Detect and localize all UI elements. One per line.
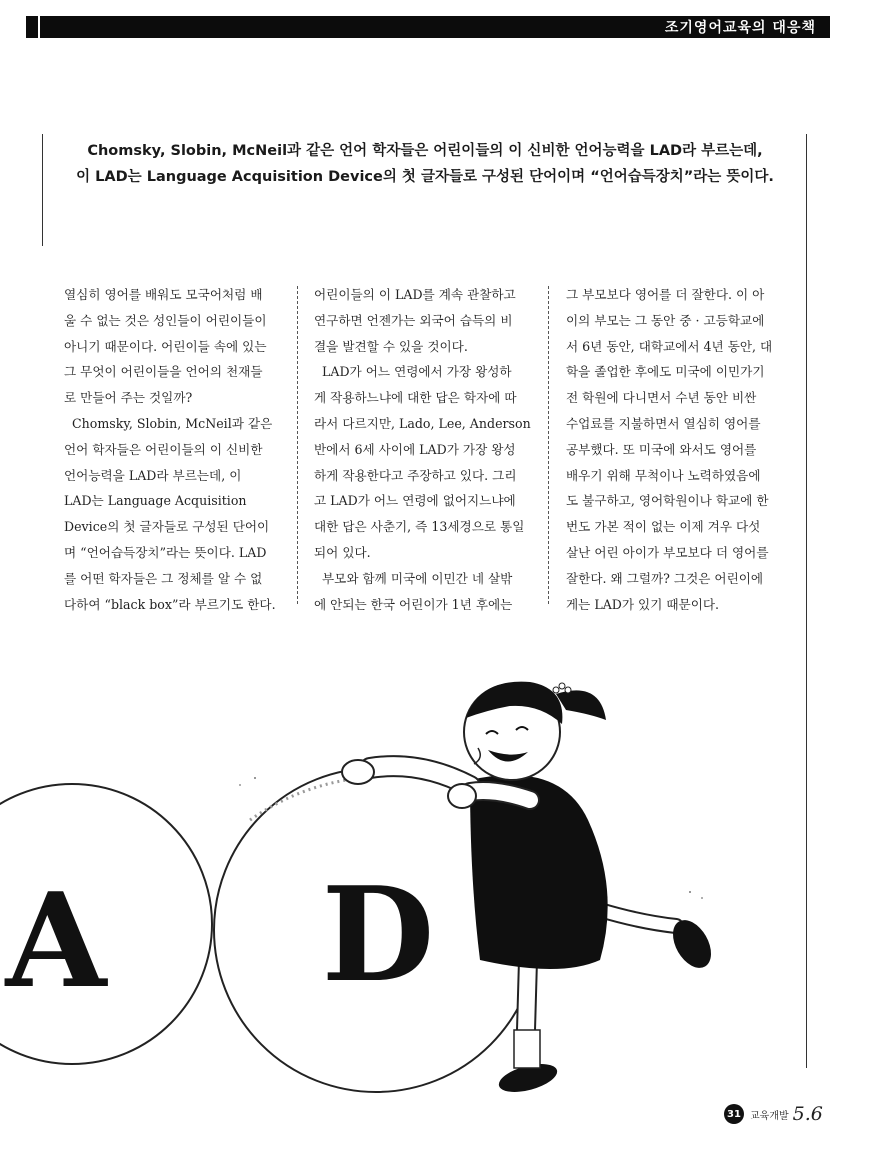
text-line: 게 작용하느냐에 대한 답은 학자에 따 <box>314 390 517 406</box>
text-line: LAD가 어느 연령에서 가장 왕성하 <box>314 364 512 380</box>
text-line: 전 학원에 다니면서 수년 동안 비싼 <box>566 390 757 406</box>
pullquote-left-rule <box>42 134 43 246</box>
page-number-badge: 31 <box>724 1104 744 1124</box>
text-line: 울 수 없는 것은 성인들이 어린이들이 <box>64 312 267 328</box>
text-line: 이의 부모는 그 동안 중 · 고등학교에 <box>566 312 765 328</box>
text-line: 언어 학자들은 어린이들의 이 신비한 <box>64 441 263 457</box>
pullquote <box>60 138 790 190</box>
issue-number: 5.6 <box>792 1103 823 1125</box>
text-line: 하게 작용한다고 주장하고 있다. 그리 <box>314 467 517 483</box>
text-line: 서 6년 동안, 대학교에서 4년 동안, 대 <box>566 338 773 354</box>
pullquote-line: Chomsky, Slobin, McNeil과 같은 언어 학자들은 어린이들의 이 신비한 언어능력을 LAD라 부르는데, <box>87 143 763 159</box>
text-line: 잘한다. 왜 그럴까? 그것은 어린이에 <box>566 570 764 586</box>
text-line: 부모와 함께 미국에 이민간 네 살밖 <box>314 570 513 586</box>
text-line: 번도 가본 적이 없는 이제 겨우 다섯 <box>566 519 761 535</box>
text-line: 아니기 때문이다. 어린이들 속에 있는 <box>64 338 267 354</box>
section-header-bar <box>26 16 830 38</box>
text-line: 공부했다. 또 미국에 와서도 영어를 <box>566 441 757 457</box>
text-line: 수업료를 지불하면서 열심히 영어를 <box>566 415 761 431</box>
text-line: 배우기 위해 무척이나 노력하였음에 <box>566 467 761 483</box>
right-hand <box>448 784 476 808</box>
text-line: 다하여 “black box”라 부르기도 한다. <box>64 596 276 612</box>
column-divider <box>548 286 549 604</box>
column-divider <box>297 286 298 604</box>
magazine-name: 교육개발 <box>750 1110 789 1122</box>
girl-pushing-letter-balls-illustration <box>0 660 806 1120</box>
text-line: 되어 있다. <box>314 544 371 560</box>
text-line: 학을 졸업한 후에도 미국에 이민가기 <box>566 364 765 380</box>
text-line: 며 “언어습득장치”라는 뜻이다. LAD <box>64 544 267 560</box>
text-line: 살난 어린 아이가 부모보다 더 영어를 <box>566 544 769 560</box>
text-line: Chomsky, Slobin, McNeil과 같은 <box>64 415 273 431</box>
text-line: 열심히 영어를 배워도 모국어처럼 배 <box>64 287 263 302</box>
text-line: LAD는 Language Acquisition <box>64 493 247 509</box>
page-footer <box>724 1102 823 1126</box>
text-column-2 <box>314 282 532 612</box>
pullquote-line: 이 LAD는 Language Acquisition Device의 첫 글자들로 구성된 단어이며 “언어습득장치”라는 뜻이다. <box>76 169 774 185</box>
text-line: 반에서 6세 사이에 LAD가 가장 왕성 <box>314 441 516 457</box>
text-column-1 <box>64 282 284 612</box>
text-line: 로 만들어 주는 것일까? <box>64 390 193 406</box>
ball-a-letter: A <box>5 864 107 1017</box>
left-hand <box>342 760 374 784</box>
text-line: 연구하면 언젠가는 외국어 습득의 비 <box>314 312 513 328</box>
text-line: 언어능력을 LAD라 부르는데, 이 <box>64 467 242 483</box>
text-line: 에 안되는 한국 어린이가 1년 후에는 <box>314 596 513 612</box>
text-line: 고 LAD가 어느 연령에 없어지느냐에 <box>314 493 516 509</box>
section-title: 조기영어교육의 대응책 <box>664 20 816 36</box>
page-right-rule <box>806 134 807 1068</box>
text-line: 그 부모보다 영어를 더 잘한다. 이 아 <box>566 287 765 302</box>
text-line: 대한 답은 사춘기, 즉 13세경으로 통일 <box>314 519 525 535</box>
text-line: 어린이들의 이 LAD를 계속 관찰하고 <box>314 287 516 302</box>
text-line: 를 어떤 학자들은 그 정체를 알 수 없 <box>64 570 263 586</box>
text-line: 그 무엇이 어린이들을 언어의 천재들 <box>64 364 263 380</box>
text-column-3 <box>566 282 784 612</box>
text-line: 도 불구하고, 영어학원이나 학교에 한 <box>566 493 769 509</box>
text-line: 라서 다르지만, Lado, Lee, Anderson <box>314 415 531 431</box>
text-line: 결을 발견할 수 있을 것이다. <box>314 338 468 354</box>
ponytail <box>556 690 606 720</box>
text-line: Device의 첫 글자들로 구성된 단어이 <box>64 519 270 535</box>
text-line: 게는 LAD가 있기 때문이다. <box>566 596 720 612</box>
ball-d-letter: D <box>321 858 435 1011</box>
